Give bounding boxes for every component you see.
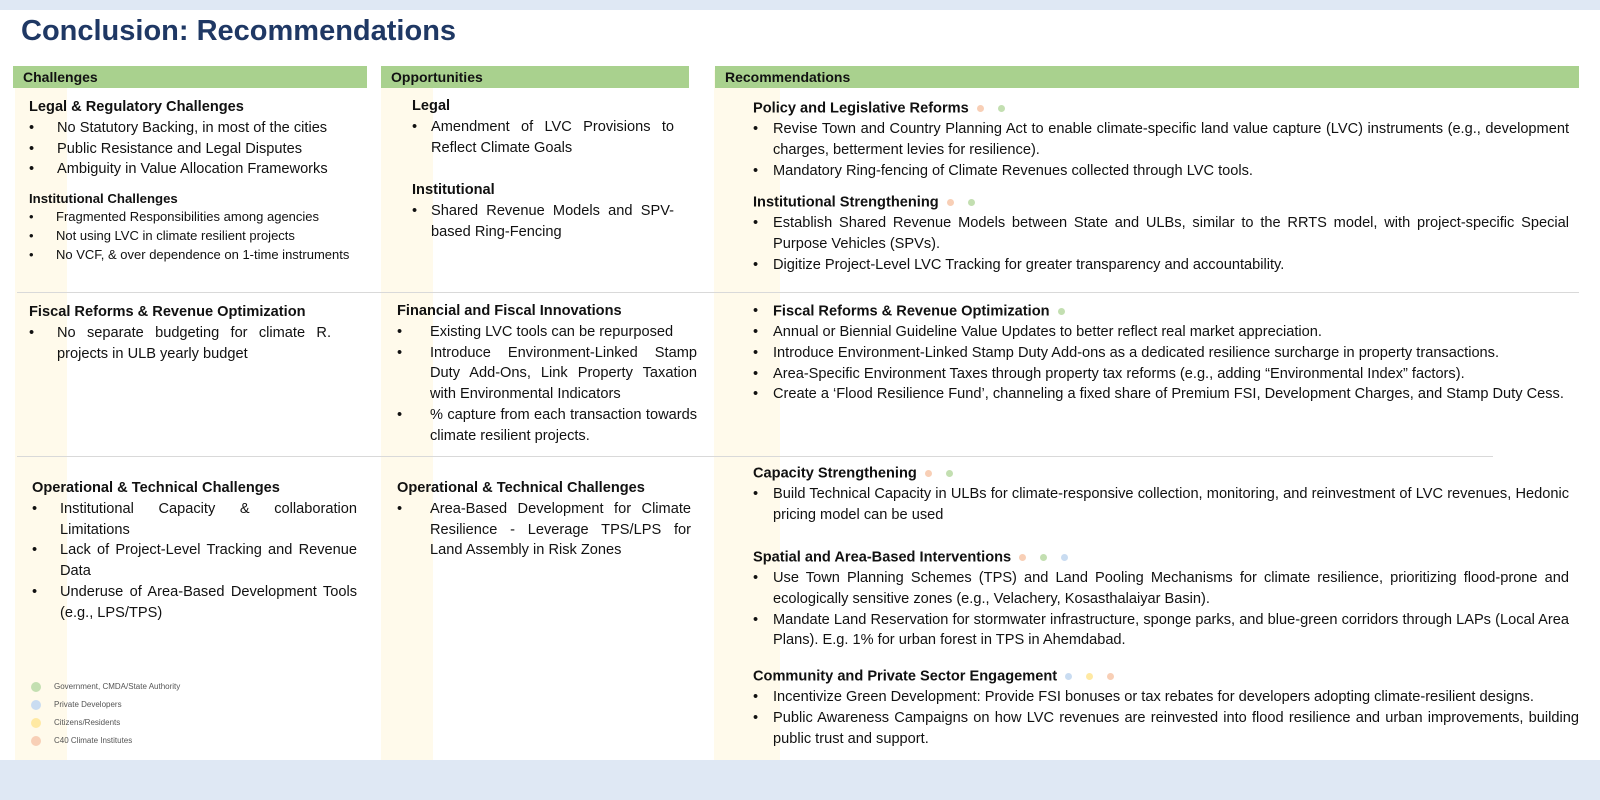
legend-label: Government, CMDA/State Authority bbox=[54, 682, 181, 691]
row-divider bbox=[17, 292, 1579, 293]
bullet-item: • Public Awareness Campaigns on how LVC revenues are reinvested into flood resilience and urban improvements, building public trust and support. bbox=[753, 708, 1579, 750]
recommendations-header: Recommendations bbox=[715, 66, 1579, 88]
bullet-item: • Use Town Planning Schemes (TPS) and Land Pooling Mechanisms for climate resilience, prioritizing flood-prone and ecologically sensitive zones (e.g., Velachery, Kosasthalaiyar Basin). bbox=[753, 568, 1569, 610]
section-heading bbox=[29, 97, 357, 118]
bullet-list bbox=[29, 208, 357, 264]
legend-item bbox=[31, 735, 180, 753]
bullet-list bbox=[397, 322, 697, 447]
rec-community bbox=[753, 666, 1579, 749]
bullet-item: • No VCF, & over dependence on 1-time instruments bbox=[29, 246, 357, 265]
bullet-item: • Fragmented Responsibilities among agencies bbox=[29, 208, 357, 227]
bullet-item: • No Statutory Backing, in most of the cities bbox=[29, 118, 357, 139]
rec-policy bbox=[753, 98, 1569, 181]
challenges-institutional bbox=[29, 189, 357, 264]
bullet-item: • Institutional Capacity & collaboration Limitations bbox=[32, 499, 357, 541]
opportunities-legal bbox=[412, 96, 674, 158]
legend-dot bbox=[31, 682, 41, 692]
section-heading bbox=[753, 301, 1569, 322]
legend-label: Private Developers bbox=[54, 700, 122, 709]
bullet-item: • Lack of Project-Level Tracking and Revenue Data bbox=[32, 540, 357, 582]
section-heading bbox=[753, 98, 1569, 119]
bullet-item: • Existing LVC tools can be repurposed bbox=[397, 322, 697, 343]
bullet-list bbox=[753, 484, 1569, 526]
bullet-item: • Establish Shared Revenue Models between State and ULBs, similar to the RRTS model, with project-specific Special Purpose Vehicles (SPVs). bbox=[753, 213, 1569, 255]
legend-dot bbox=[31, 700, 41, 710]
challenges-fiscal bbox=[29, 302, 331, 364]
bullet-list bbox=[412, 201, 674, 243]
stakeholder-dot-blue bbox=[1065, 673, 1072, 680]
bullet-item: • Not using LVC in climate resilient projects bbox=[29, 227, 357, 246]
legend-label: C40 Climate Institutes bbox=[54, 736, 133, 745]
section-heading-text: Financial and Fiscal Innovations bbox=[397, 303, 622, 319]
bullet-item: • Revise Town and Country Planning Act to enable climate-specific land value capture (LVC) instruments (e.g., development charges, betterment levies for resilience). bbox=[753, 119, 1569, 161]
section-heading-text: Legal bbox=[412, 98, 451, 114]
section-heading-text: Spatial and Area-Based Interventions bbox=[753, 549, 1012, 566]
section-heading bbox=[29, 302, 331, 323]
stakeholder-dot-blue bbox=[1061, 554, 1068, 561]
stakeholder-dot-orange bbox=[925, 470, 932, 477]
bullet-item: • Build Technical Capacity in ULBs for climate-responsive collection, monitoring, and reinvestment of LVC revenues, Hedonic pricing model can be used bbox=[753, 484, 1569, 526]
rec-institutional bbox=[753, 192, 1569, 275]
stakeholder-dot-orange bbox=[1107, 673, 1114, 680]
stakeholder-dot-orange bbox=[977, 105, 984, 112]
top-band bbox=[0, 0, 1600, 10]
challenges-header: Challenges bbox=[13, 66, 367, 88]
stakeholder-dot-yellow bbox=[1086, 673, 1093, 680]
stakeholder-dot-green bbox=[1058, 308, 1065, 315]
opportunities-header: Opportunities bbox=[381, 66, 689, 88]
stakeholder-dots bbox=[977, 98, 1019, 119]
bullet-item: • % capture from each transaction towards climate resilient projects. bbox=[397, 405, 697, 447]
section-heading-text: Institutional Challenges bbox=[29, 191, 178, 206]
section-heading-text: Operational & Technical Challenges bbox=[32, 480, 280, 496]
bullet-item: • Digitize Project-Level LVC Tracking for greater transparency and accountability. bbox=[753, 255, 1569, 276]
bullet-list bbox=[753, 213, 1569, 275]
legend-item bbox=[31, 681, 180, 699]
rec-fiscal bbox=[753, 301, 1569, 405]
bullet-item: • Introduce Environment-Linked Stamp Duty Add-ons as a dedicated resilience surcharge in property transactions. bbox=[753, 343, 1569, 364]
opportunities-institutional bbox=[412, 180, 674, 242]
stakeholder-legend bbox=[31, 681, 180, 753]
stakeholder-dot-green bbox=[946, 470, 953, 477]
bullet-item: • Introduce Environment-Linked Stamp Duty Add-Ons, Link Property Taxation with Environmental Indicators bbox=[397, 343, 697, 405]
section-heading bbox=[753, 192, 1569, 213]
bullet-item: • Annual or Biennial Guideline Value Updates to better reflect real market appreciation. bbox=[753, 322, 1569, 343]
section-heading bbox=[412, 180, 674, 201]
legend-dot bbox=[31, 718, 41, 728]
bullet-list bbox=[753, 119, 1569, 181]
bullet-item: • Area-Based Development for Climate Resilience - Leverage TPS/LPS for Land Assembly in Risk Zones bbox=[397, 499, 691, 561]
legend-dot bbox=[31, 736, 41, 746]
bottom-band bbox=[0, 760, 1600, 800]
section-heading-text: Institutional bbox=[412, 182, 495, 198]
opportunities-operational bbox=[397, 478, 691, 561]
section-heading-text: Fiscal Reforms & Revenue Optimization bbox=[29, 304, 306, 320]
stakeholder-dot-orange bbox=[947, 199, 954, 206]
stakeholder-dots bbox=[947, 192, 989, 213]
bullet-item: • Incentivize Green Development: Provide FSI bonuses or tax rebates for developers adopting climate-resilient designs. bbox=[753, 687, 1579, 708]
bullet-item: • Underuse of Area-Based Development Tools (e.g., LPS/TPS) bbox=[32, 582, 357, 624]
page-title: Conclusion: Recommendations bbox=[21, 15, 457, 47]
stakeholder-dot-green bbox=[968, 199, 975, 206]
bullet-list bbox=[753, 687, 1579, 749]
bullet-item: • No separate budgeting for climate R. projects in ULB yearly budget bbox=[29, 323, 331, 365]
bullet-item: • Mandate Land Reservation for stormwater infrastructure, sponge parks, and blue-green corridors through LAPs (Local Area Plans). E.g. 1% for urban forest in TPS in Ahemdabad. bbox=[753, 610, 1569, 652]
legend-label: Citizens/Residents bbox=[54, 718, 121, 727]
rec-spatial bbox=[753, 547, 1569, 651]
section-heading-text: Fiscal Reforms & Revenue Optimization bbox=[773, 303, 1050, 320]
bullet-list bbox=[753, 322, 1569, 405]
section-heading bbox=[753, 463, 1569, 484]
section-heading bbox=[29, 189, 357, 208]
stakeholder-dot-orange bbox=[1019, 554, 1026, 561]
section-heading-text: Community and Private Sector Engagement bbox=[753, 668, 1058, 685]
row-divider bbox=[17, 456, 1493, 457]
section-heading-text: Legal & Regulatory Challenges bbox=[29, 99, 244, 115]
bullet-item: • Ambiguity in Value Allocation Frameworks bbox=[29, 159, 357, 180]
stakeholder-dots bbox=[925, 463, 967, 484]
rec-capacity bbox=[753, 463, 1569, 526]
section-heading bbox=[32, 478, 357, 499]
bullet-list bbox=[29, 118, 357, 180]
stakeholder-dot-green bbox=[1040, 554, 1047, 561]
challenges-legal bbox=[29, 97, 357, 180]
legend-item bbox=[31, 699, 180, 717]
bullet-item: • Area-Specific Environment Taxes through property tax reforms (e.g., adding “Environmental Index” factors). bbox=[753, 364, 1569, 385]
section-heading bbox=[753, 547, 1569, 568]
stakeholder-dots bbox=[1058, 301, 1079, 322]
bullet-list bbox=[412, 117, 674, 159]
heading-bullet: • bbox=[753, 303, 759, 319]
section-heading bbox=[397, 478, 691, 499]
bullet-item: • Amendment of LVC Provisions to Reflect Climate Goals bbox=[412, 117, 674, 159]
section-heading bbox=[412, 96, 674, 117]
section-heading bbox=[753, 666, 1579, 687]
legend-item bbox=[31, 717, 180, 735]
section-heading bbox=[397, 301, 697, 322]
bullet-item: • Create a ‘Flood Resilience Fund’, channeling a fixed share of Premium FSI, Development Charges, and Stamp Duty Cess. bbox=[753, 384, 1569, 405]
opportunities-financial bbox=[397, 301, 697, 447]
bullet-list bbox=[753, 568, 1569, 651]
bullet-list bbox=[29, 323, 331, 365]
section-heading-text: Operational & Technical Challenges bbox=[397, 480, 645, 496]
stakeholder-dots bbox=[1019, 547, 1082, 568]
stakeholder-dot-green bbox=[998, 105, 1005, 112]
bullet-item: • Mandatory Ring-fencing of Climate Revenues collected through LVC tools. bbox=[753, 161, 1569, 182]
challenges-operational bbox=[32, 478, 357, 624]
bullet-item: • Shared Revenue Models and SPV-based Ring-Fencing bbox=[412, 201, 674, 243]
stakeholder-dots bbox=[1065, 666, 1128, 687]
section-heading-text: Institutional Strengthening bbox=[753, 194, 939, 211]
bullet-item: • Public Resistance and Legal Disputes bbox=[29, 139, 357, 160]
section-heading-text: Policy and Legislative Reforms bbox=[753, 100, 969, 117]
section-heading-text: Capacity Strengthening bbox=[753, 465, 917, 482]
bullet-list bbox=[397, 499, 691, 561]
bullet-list bbox=[32, 499, 357, 624]
